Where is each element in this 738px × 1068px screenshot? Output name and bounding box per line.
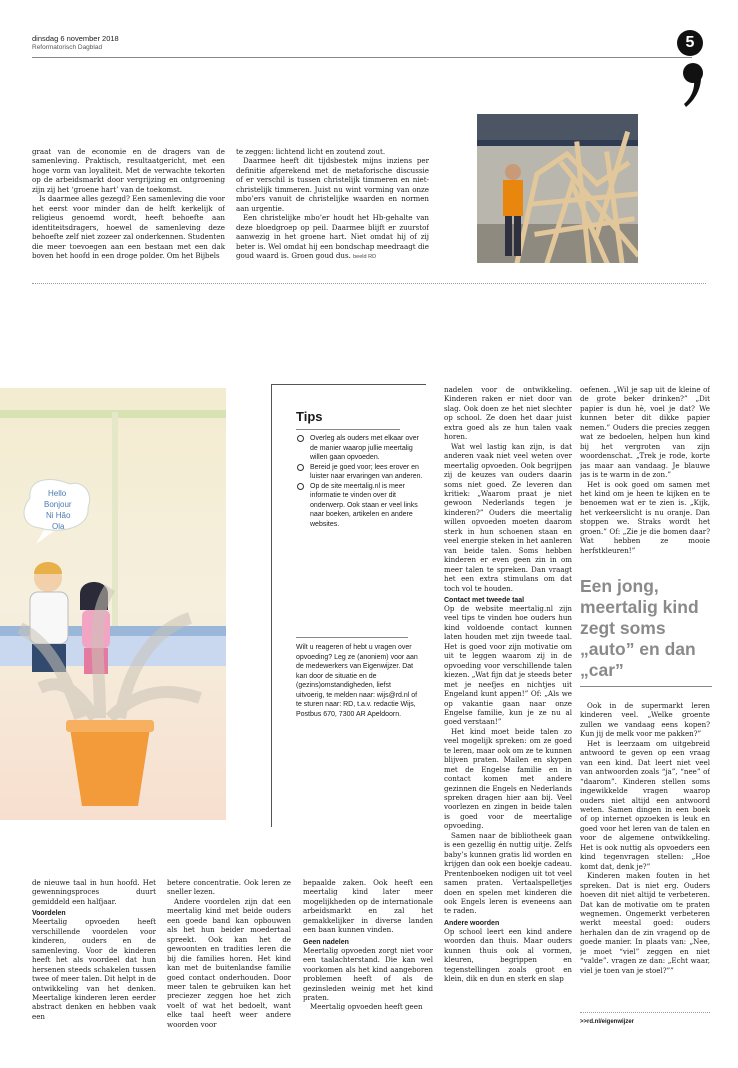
article-paragraph: Het is leerzaam om uitgebreid antwoord te geven op een vraag van een kind. Dat leert niet veel van antwoorden zoals “ja”, “nee” of “daarom”. Kinderen stellen soms ingewikkelde vragen waarop ouders niet altijd een antwoord weten. Samen dingen in een boek of op internet opzoeken is leuk en goed voor het leren van de talen en voor de algemene ontwikkeling. Het is ook nuttig als opvoeders een kind tegenvragen stellen: „Hoe komt dat, denk je?” xyxy=(580,738,710,871)
top-article-paragraph: Daarmee heeft dit tijdsbestek mijns inziens per definitie afgerekend met de metaforische discussie of er verschil is tussen christelijk timmeren en niet-christelijk timmeren. Juist nu wint vorming van onze mbo’ers vanuit de christelijke waarden en normen aan urgentie. xyxy=(236,156,429,213)
tip-item xyxy=(296,434,424,463)
top-article-closing-text: Een christelijke mbo’er houdt het Hb-gehalte van deze bloedgroep op peil. Daarmee blijft er zuurstof aanwezig in het groene hart. Niet omdat hij of zij beter is. Wel omdat hij een bondschap meedraagt die goud waard is. Groen goud dus. xyxy=(236,213,429,260)
article-column-b-bottom xyxy=(580,701,710,1007)
article-paragraph: bepaalde zaken. Ook heeft een meertalig kind later meer mogelijkheden op de internationale arbeidsmarkt en zal het gemakkelijker in diverse landen een baan kunnen vinden. xyxy=(303,878,433,935)
tips-list xyxy=(296,434,424,529)
section-divider xyxy=(32,283,706,284)
tips-rule xyxy=(296,429,400,430)
article-paragraph: de nieuwe taal in hun hoofd. Het gewenningsproces duurt gemiddeld een halfjaar. xyxy=(32,878,156,906)
header-paper-name: Reformatorisch Dagblad xyxy=(32,44,103,51)
tip-text: Op de site meertalig.nl is meer informatie te vinden over dit onderwerp. Ook staan er veel links naar boeken, artikelen en andere websites. xyxy=(310,482,418,528)
photo-credit: beeld RD xyxy=(353,253,377,260)
article-paragraph: Op school leert een kind andere woorden dan thuis. Maar ouders kunnen thuis ook al vormen, kleuren, begrippen en tegenstellingen zoals groot en klein, dik en dun en sterk en slap xyxy=(444,926,572,984)
top-article-paragraph xyxy=(236,213,429,260)
article-paragraph: Andere voordelen zijn dat een meertalig kind met beide ouders een goede band kan opbouwen als het hun beider moedertaal spreekt. Ook kan het de gewoonten en tradities leren die bij die families horen. Het kind kan met de buitenlandse familie goed contact onderhouden. Door meer talen te gebruiken kan het preciezer zeggen hoe het zich voelt of wat het bedoelt, want elke taal heeft weer andere woorden voor xyxy=(167,896,291,1029)
article-paragraph: nadelen voor de ontwikkeling. Kinderen raken er niet door van slag. Ook doen ze het niet slechter op school. Ze doen het daar juist extra goed als ze hun talen vaak horen. xyxy=(444,385,572,442)
bullet-icon xyxy=(297,483,304,490)
article-column-a xyxy=(444,385,572,1029)
tip-item xyxy=(296,463,424,482)
bottom-column-1 xyxy=(32,878,156,1038)
speech-word: Bonjour xyxy=(44,500,72,509)
top-article-column-1 xyxy=(32,147,225,273)
tip-text: Overleg als ouders met elkaar over de manier waarop jullie meertalig willen gaan opvoeden. xyxy=(310,435,419,461)
article-paragraph: Samen naar de bibliotheek gaan is een gezellig én nuttig uitje. Zelfs baby’s kunnen gratis lid worden en krijgen dan ook een boekje cadeau. Prentenboeken nodigen uit tot veel samen praten. Vertaalspelletjes doen en spelen met kinderen die ook Engels leren is eveneens aan te raden. xyxy=(444,830,572,916)
children-illustration xyxy=(0,388,226,820)
woodwork-photo xyxy=(477,114,638,263)
article-paragraph: Wat wel lastig kan zijn, is dat anderen vaak niet veel weten over meertalig opvoeden. Ook begrijpen zij de keuzes van ouders daarin soms niet goed. Ze leveren dan kritiek: „Waarom praat je niet gewoon Nederlands tegen je kinderen?” Ouders die meertalig willen opvoeden moeten daarom sterk in hun schoenen staan en veel energie steken in het aanleren van beide talen. Soms hebben kinderen er even geen zin in om meer talen te spreken. Dan vraagt het een extra stimulans om dat toch vol te houden. xyxy=(444,441,572,593)
tips-contact-rule xyxy=(296,637,408,638)
bullet-icon xyxy=(297,464,304,471)
pull-quote-rule xyxy=(580,686,712,687)
subheading: Geen nadelen xyxy=(303,938,349,946)
subheading: Andere woorden xyxy=(444,919,500,927)
article-paragraph: oefenen. „Wil je sap uit de kleine of de grote beker drinken?” „Dit papier is dun hè, voel je dat? We kunnen beter dit dikke papier nemen.” Ouders die precies zeggen wat ze bedoelen, helpen hun kind bij het vergroten van zijn woordenschat. „Trek je rode, korte jas maar aan vandaag. Je blauwe jas is te warm in de zon.” xyxy=(580,385,710,480)
speech-word: Hello xyxy=(48,489,67,498)
top-article-paragraph: Is daarmee alles gezegd? Een samenleving die voor het eerst voor minder dan de helft kerkelijk of religieus genoemd wordt, heeft behoefte aan identiteitsdragers, hoewel de samenleving deze behoefte zelf niet zozeer zal onderkennen. Studenten die meer toevoegen aan een bestaan met een dak boven het hoofd in een droge polder. Om het Bijbels xyxy=(32,194,225,260)
header-date: dinsdag 6 november 2018 xyxy=(32,34,119,43)
speech-word: Ola xyxy=(52,522,65,531)
tip-item xyxy=(296,482,424,530)
article-paragraph: Meertalig opvoeden heeft geen xyxy=(310,1002,423,1012)
article-column-b-top xyxy=(580,385,710,569)
page-number-badge: 5 xyxy=(677,30,703,56)
subheading: Contact met tweede taal xyxy=(444,596,525,604)
tips-contact-text: Wilt u reageren of hebt u vragen over opvoeding? Leg ze (anoniem) voor aan de medewerkers van Eigenwijzer. Dat kan door de situatie en de (gezins)omstandigheden, liefst uitvoerig, te melden naar: wijs@rd.nl of te sturen naar: RD, t.a.v. redactie Wijs, Postbus 670, 7300 AR Apeldoorn. xyxy=(296,644,418,718)
article-paragraph: betere concentratie. Ook leren ze sneller lezen. xyxy=(167,878,291,897)
tip-text: Bereid je goed voor; lees erover en luister naar ervaringen van anderen. xyxy=(310,463,423,480)
article-paragraph: Meertalig opvoeden heeft verschillende voordelen voor kinderen, ouders en de samenleving. Voor de kinderen heeft het als voordeel dat hun hersenen steeds schakelen tussen twee of meer talen. Dit helpt in de ontwikkeling van het denken. Meertalige kinderen leren eerder abstract denken en hebben vaak een xyxy=(32,917,156,1021)
article-paragraph: Kinderen maken fouten in het spreken. Dat is niet erg. Ouders hoeven dit niet altijd te verbeteren. Dat kan de motivatie om te praten wegnemen. Ongemerkt verbeteren werkt meestal goed: ouders herhalen dan de zin vragend op de goede manier. In plaats van: „Nee, je moet “viel” zeggen en niet “valde”. vragen ze dan: „Echt waar, viel je toen van je stoel?”” xyxy=(580,871,710,975)
article-paragraph: Op de website meertalig.nl zijn veel tips te vinden hoe ouders hun kind voldoende contact kunnen laten houden met zijn tweede taal. Het is goed voor zijn motivatie om uit te leggen waarom zij in de opvoeding voor verschillende talen kiezen. „Wat fijn dat je steeds beter met je neefjes en nichtjes uit Engeland kunt appen!” Of: „Als we op vakantie gaan naar onze Engelse familie, kun je ze nu al goed verstaan!” xyxy=(444,603,572,727)
bottom-column-3 xyxy=(303,878,433,1038)
speech-word: Ni Hăo xyxy=(46,511,71,520)
bottom-column-2 xyxy=(167,878,291,1038)
link-divider xyxy=(580,1012,710,1013)
top-article-paragraph: te zeggen: lichtend licht en zoutend zout. xyxy=(236,147,386,156)
article-paragraph: Het kind moet beide talen zo veel mogelijk spreken: om ze goed te leren, maar ook om ze te kunnen blijven praten. Mailen en skypen met de Engelse familie en in contact komen met andere gezinnen die Engels en Nederlands spreken dragen hier aan bij. Veel voorlezen en zingen in beide talen is goed voor de meertalige opvoeding. xyxy=(444,726,572,831)
bullet-icon xyxy=(297,435,304,442)
subheading: Voordelen xyxy=(32,910,66,918)
tips-title: Tips xyxy=(296,409,323,424)
website-link[interactable]: >>rd.nl/eigenwijzer xyxy=(580,1019,635,1025)
comma-logo-icon xyxy=(683,62,703,108)
pull-quote: Een jong, meertalig kind zegt soms „auto” en dan „car” xyxy=(580,576,699,680)
article-paragraph: Meertalig opvoeden zorgt niet voor een taalachterstand. Die kan wel voorkomen als het kind aangeboren problemen heeft of als de gezinsleden weinig met het kind praten. xyxy=(303,945,433,1002)
top-article-paragraph: graat van de economie en de dragers van de samenleving. Praktisch, resultaatgericht, met een hoge vorm van loyaliteit. Met de verwachte tekorten op de arbeidsmarkt door vergrijzing en ontgroening zijn zij het ‘groene hart’ van de toekomst. xyxy=(32,147,225,194)
article-paragraph: Het is ook goed om samen met het kind om je heen te kijken en te benoemen wat er te zien is. „Kijk, het verkeerslicht is nu oranje. Dan stoppen we. Straks wordt het groen.” Of: „Zie je die bomen daar? Wat hebben ze mooie herfstkleuren!” xyxy=(580,479,710,555)
tips-box xyxy=(271,384,426,827)
top-article-column-2 xyxy=(236,147,429,273)
article-paragraph: Ook in de supermarkt leren kinderen veel. „Welke groente zullen we vandaag eens kopen? Kun jij de melk voor me pakken?” xyxy=(580,701,710,739)
header-rule xyxy=(32,57,692,58)
